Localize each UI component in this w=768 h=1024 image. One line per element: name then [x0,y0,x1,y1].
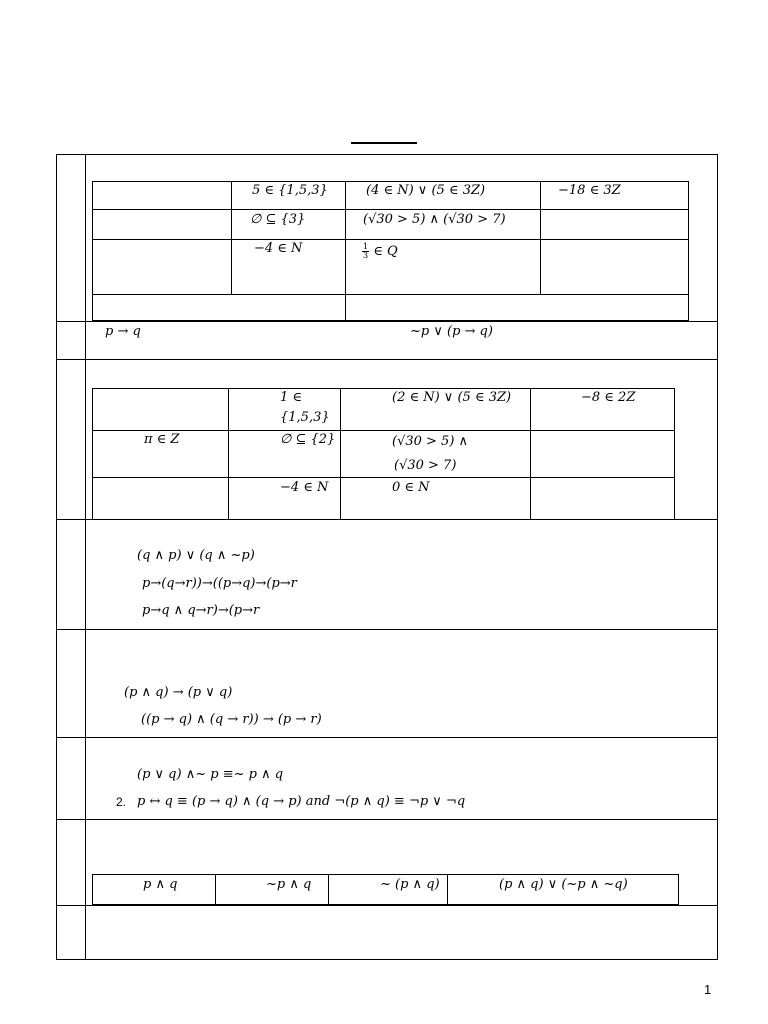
q3-r1-c4: −8 ∈ 2Z [581,390,636,405]
q3-r1-c2-line1: 1 ∈ [280,390,303,405]
q7-col-2: ~p ∧ q [266,877,312,892]
q3-r2-c3-line1: (√30 > 5) ∧ [392,434,469,449]
q4-line-1: (q ∧ p) ∨ (q ∧ ~p) [137,548,255,563]
q5-line-2: ((p → q) ∧ (q → r)) → (p → r) [141,712,322,727]
q3-r2-c3-line2: (√30 > 7) [394,458,457,473]
q3-r3-c3: 0 ∈ N [392,480,430,495]
q7-col-3: ~ (p ∧ q) [380,877,440,892]
q1-r1-c3: (4 ∈ N) ∨ (5 ∈ 3Z) [366,183,486,198]
q1-r3-c3: $\frac{1}{3}$ ∈ Q [363,242,398,260]
title-underline [351,142,417,144]
q2-left-expression: p → q [105,324,141,339]
fraction-one-third: $\frac{1}{3}$ [363,242,369,260]
q5-line-1: (p ∧ q) → (p ∨ q) [124,685,233,700]
q1-r2-c3: (√30 > 5) ∧ (√30 > 7) [363,212,506,227]
q1-r1-c4: −18 ∈ 3Z [558,183,621,198]
q6-line-1: (p ∨ q) ∧~ p ≡~ p ∧ q [137,767,284,782]
q1-r2-c2: ∅ ⊆ {3} [250,212,306,227]
q6-item-2: p ↔ q ≡ (p → q) ∧ (q → p) and ¬(p ∧ q) ≡ ¬p ∨ ¬q [137,794,466,809]
q4-line-2: p→(q→r))→((p→q)→(p→r [142,576,297,591]
q3-r2-c2: ∅ ⊆ {2} [280,432,336,447]
q4-line-3: p→q ∧ q→r)→(p→r [142,603,260,618]
q3-r1-c2-line2: {1,5,3} [280,410,330,425]
q3-r1-c3: (2 ∈ N) ∨ (5 ∈ 3Z) [392,390,512,405]
q1-r3-c2: −4 ∈ N [254,241,303,256]
q7-col-4: (p ∧ q) ∨ (~p ∧ ~q) [499,877,628,892]
q7-col-1: p ∧ q [143,877,178,892]
q2-right-expression: ~p ∨ (p → q) [410,324,493,339]
q6-item-number: 2. [116,795,127,809]
q3-r3-c2: −4 ∈ N [280,480,329,495]
page-number: 1 [704,982,712,997]
q3-r2-c1: π ∈ Z [144,432,180,447]
q1-r1-c2: 5 ∈ {1,5,3} [252,183,328,198]
